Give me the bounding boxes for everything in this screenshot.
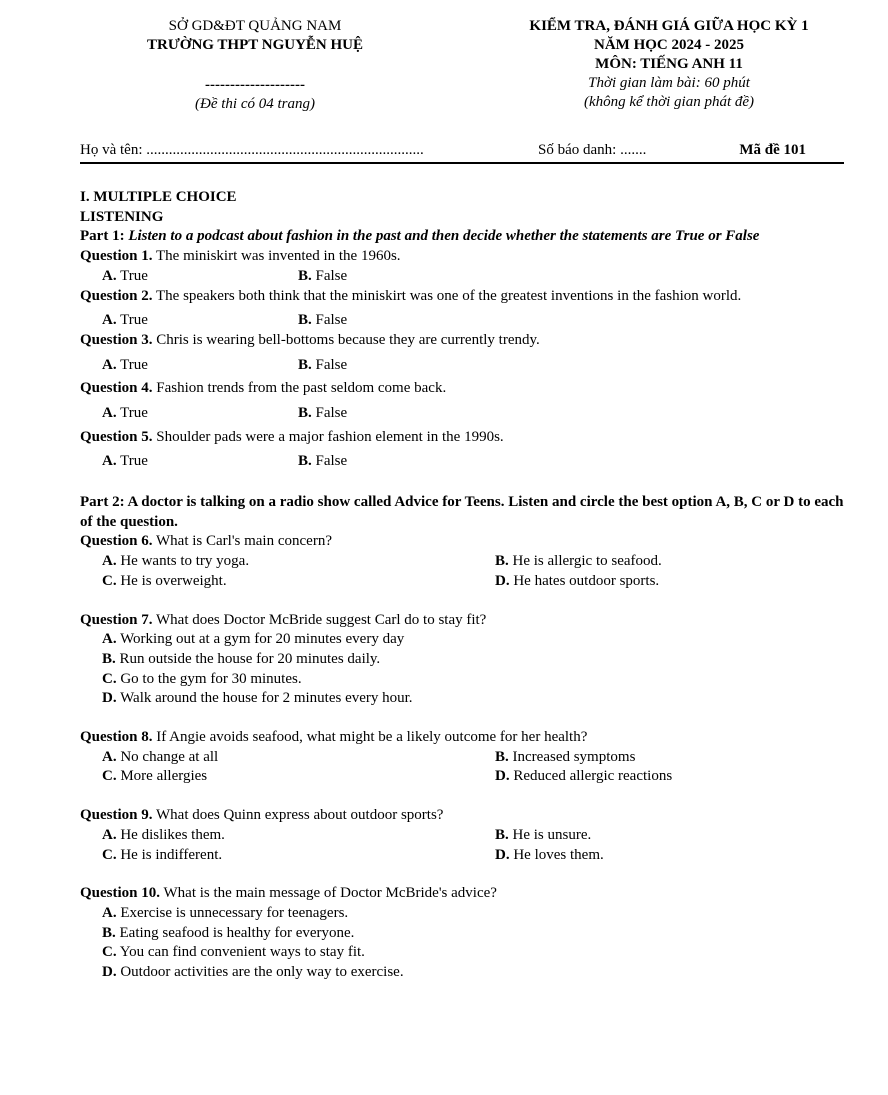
question-number: Question 8. [80, 729, 153, 746]
option-b[interactable]: B. He is unsure. [495, 826, 592, 843]
options-q8-row1 [80, 748, 848, 768]
option-a[interactable]: A. True [102, 356, 148, 373]
subject: MÔN: TIẾNG ANH 11 [595, 56, 743, 72]
option-c[interactable]: C. Go to the gym for 30 minutes. [102, 670, 302, 687]
question-number: Question 6. [80, 533, 153, 550]
option-d[interactable]: D. He loves them. [495, 846, 604, 863]
question-text: If Angie avoids seafood, what might be a likely outcome for her health? [156, 729, 588, 746]
candidate-number-field[interactable]: Số báo danh: ....... [538, 142, 647, 158]
question-text: What is the main message of Doctor McBride's advice? [163, 885, 497, 902]
part1-label: Part 1: [80, 228, 125, 245]
option-d[interactable]: D. Outdoor activities are the only way to exercise. [102, 964, 404, 981]
question-number: Question 3. [80, 331, 153, 348]
question-5 [80, 428, 848, 448]
option-b[interactable]: B. He is allergic to seafood. [495, 553, 662, 570]
options-q5 [80, 452, 848, 472]
question-number: Question 2. [80, 287, 153, 304]
question-8 [80, 728, 848, 748]
question-7 [80, 611, 848, 631]
options-q4 [80, 404, 848, 424]
option-d[interactable]: D. He hates outdoor sports. [495, 572, 660, 589]
option-a[interactable]: A. True [102, 267, 148, 284]
options-q1 [80, 267, 848, 287]
options-q9-row2 [80, 846, 848, 866]
option-a[interactable]: A. Exercise is unnecessary for teenagers. [102, 904, 349, 921]
question-9 [80, 806, 848, 826]
header-right [478, 17, 860, 112]
option-b[interactable]: B. Run outside the house for 20 minutes daily. [102, 650, 381, 667]
exam-content [80, 188, 848, 983]
options-q2 [80, 311, 848, 331]
question-1 [80, 247, 848, 267]
options-q8-row2 [80, 767, 848, 787]
question-2 [80, 287, 848, 307]
option-c[interactable]: C. He is indifferent. [102, 846, 223, 863]
question-text: What does Quinn express about outdoor sports? [156, 807, 444, 824]
department-name: SỞ GD&ĐT QUẢNG NAM [168, 18, 342, 34]
options-q6-row2 [80, 572, 848, 592]
option-b[interactable]: B. False [298, 267, 348, 284]
question-text: What is Carl's main concern? [156, 533, 332, 550]
question-number: Question 1. [80, 248, 153, 265]
option-b[interactable]: B. False [298, 404, 348, 421]
section-title: I. MULTIPLE CHOICE [80, 189, 237, 205]
option-b[interactable]: B. False [298, 356, 348, 373]
school-name: TRƯỜNG THPT NGUYỄN HUỆ [147, 37, 363, 53]
option-c[interactable]: C. You can find convenient ways to stay fit. [102, 944, 365, 961]
options-q9-row1 [80, 826, 848, 846]
question-text: What does Doctor McBride suggest Carl do to stay fit? [156, 611, 487, 628]
option-d[interactable]: D. Walk around the house for 2 minutes every hour. [102, 690, 413, 707]
question-text: Chris is wearing bell-bottoms because they are currently trendy. [156, 331, 540, 348]
option-a[interactable]: A. He wants to try yoga. [102, 553, 250, 570]
page-count: (Đề thi có 04 trang) [195, 96, 315, 112]
options-q3 [80, 356, 848, 376]
header-dashes: -------------------- [205, 77, 305, 93]
option-d[interactable]: D. Reduced allergic reactions [495, 768, 673, 785]
name-field[interactable]: Họ và tên: .......................................................................... [80, 142, 424, 158]
time-note: (không kể thời gian phát đề) [583, 94, 755, 110]
question-number: Question 4. [80, 380, 153, 397]
option-c[interactable]: C. He is overweight. [102, 572, 227, 589]
option-a[interactable]: A. No change at all [102, 748, 219, 765]
option-b[interactable]: B. False [298, 312, 348, 329]
option-a[interactable]: A. True [102, 312, 148, 329]
option-a[interactable]: A. True [102, 453, 148, 470]
option-b[interactable]: B. Eating seafood is healthy for everyone. [102, 924, 355, 941]
student-info-line [80, 142, 844, 164]
question-text: The miniskirt was invented in the 1960s. [156, 248, 401, 265]
question-text: Fashion trends from the past seldom come back. [156, 380, 447, 397]
option-a[interactable]: A. Working out at a gym for 20 minutes every day [102, 631, 405, 648]
question-number: Question 7. [80, 611, 153, 628]
question-number: Question 9. [80, 807, 153, 824]
question-text: Shoulder pads were a major fashion element in the 1990s. [156, 428, 504, 445]
option-b[interactable]: B. False [298, 453, 348, 470]
school-year: NĂM HỌC 2024 - 2025 [594, 37, 744, 53]
option-b[interactable]: B. Increased symptoms [495, 748, 636, 765]
part1-instruction [80, 227, 848, 247]
option-a[interactable]: A. He dislikes them. [102, 826, 225, 843]
section-subtitle: LISTENING [80, 208, 164, 225]
question-number: Question 5. [80, 428, 153, 445]
question-4 [80, 379, 848, 399]
exam-title: KIỂM TRA, ĐÁNH GIÁ GIỮA HỌC KỲ 1 [529, 18, 809, 34]
header-left [100, 17, 410, 114]
part2-instruction: Part 2: A doctor is talking on a radio show called Advice for Teens. Listen and circle the best option A, B, C or D to each of the question. [80, 494, 844, 530]
option-c[interactable]: C. More allergies [102, 768, 208, 785]
time-limit: Thời gian làm bài: 60 phút [588, 75, 750, 91]
question-6 [80, 532, 848, 552]
question-10 [80, 884, 848, 904]
question-3 [80, 331, 848, 351]
exam-code: Mã đề 101 [739, 142, 806, 158]
question-text: The speakers both think that the miniskirt was one of the greatest inventions in the fashion world. [156, 287, 742, 304]
option-a[interactable]: A. True [102, 404, 148, 421]
options-q6-row1 [80, 552, 848, 572]
part1-instruction-text: Listen to a podcast about fashion in the past and then decide whether the statements are True or False [128, 228, 760, 245]
question-number: Question 10. [80, 885, 161, 902]
